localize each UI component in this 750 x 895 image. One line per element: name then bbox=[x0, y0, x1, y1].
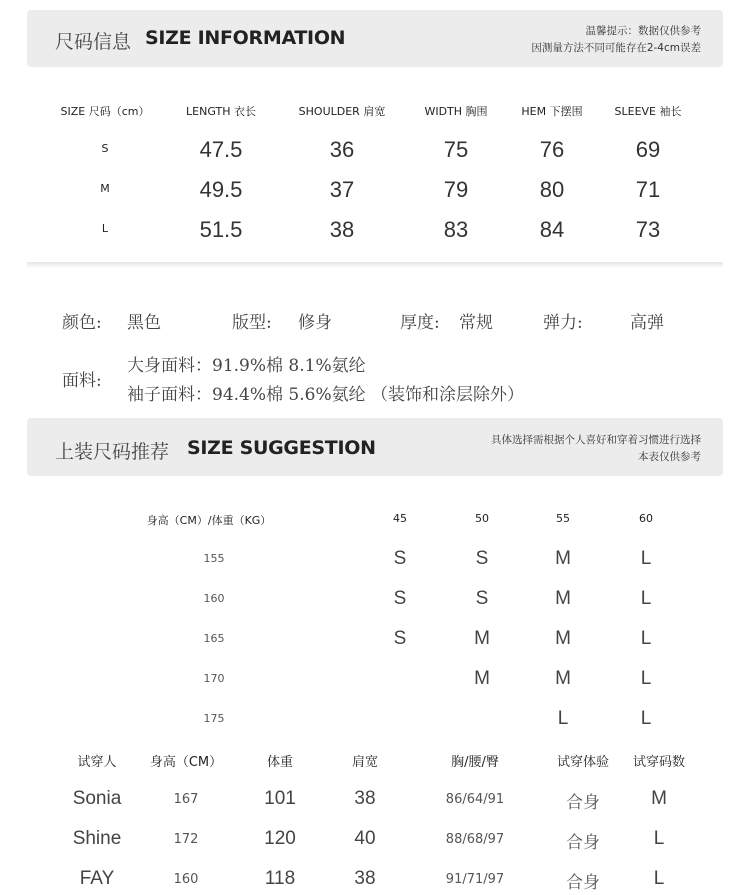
size-info-note bbox=[531, 23, 701, 57]
size-value: 83 bbox=[443, 217, 469, 242]
try-on-cell: L bbox=[653, 868, 665, 889]
size-info-note-line1: 温馨提示：数据仅供参考 bbox=[585, 25, 701, 37]
try-on-cell: M bbox=[651, 788, 667, 809]
try-on-cell: 118 bbox=[264, 868, 296, 889]
size-info-title-cn: 尺码信息 bbox=[55, 31, 132, 53]
width-header: WIDTH 胸围 bbox=[424, 105, 488, 118]
try-on-header: 体重 bbox=[266, 755, 294, 770]
size-suggestion-title-cn: 上装尺码推荐 bbox=[55, 441, 170, 463]
try-on-cell: 38 bbox=[354, 868, 376, 889]
divider bbox=[27, 262, 723, 268]
size-info-title-en: SIZE INFORMATION bbox=[145, 27, 346, 49]
weight-header: 60 bbox=[639, 512, 653, 525]
fit-label: 版型: bbox=[232, 313, 272, 333]
size-suggestion-note-line2: 本表仅供参考 bbox=[638, 451, 701, 463]
suggested-size: S bbox=[475, 548, 489, 569]
suggested-size: M bbox=[555, 628, 571, 649]
size-label: L bbox=[101, 222, 109, 235]
size-value: 37 bbox=[329, 177, 355, 202]
size-value: 80 bbox=[539, 177, 565, 202]
try-on-cell: 合身 bbox=[566, 833, 600, 853]
size-value: 49.5 bbox=[199, 177, 243, 202]
corner-label: 身高（CM）/体重（KG） bbox=[146, 514, 272, 527]
fabric-line2: 袖子面料：94.4%棉 5.6%氨纶 （装饰和涂层除外） bbox=[127, 385, 525, 405]
weight-header: 50 bbox=[475, 512, 489, 525]
size-suggestion-title-en: SIZE SUGGESTION bbox=[187, 437, 376, 459]
thickness-value: 常规 bbox=[459, 313, 493, 333]
suggested-size: L bbox=[640, 628, 652, 649]
stretch-value: 高弹 bbox=[630, 313, 664, 333]
try-on-cell: Shine bbox=[72, 828, 122, 849]
fit-value: 修身 bbox=[298, 313, 332, 333]
try-on-cell: 91/71/97 bbox=[445, 872, 505, 887]
weight-header: 55 bbox=[556, 512, 570, 525]
size-value: 51.5 bbox=[199, 217, 243, 242]
height-label: 160 bbox=[203, 592, 225, 605]
size-label: S bbox=[101, 142, 109, 155]
try-on-header: 试穿体验 bbox=[556, 755, 610, 770]
size-value: 79 bbox=[443, 177, 469, 202]
size-label: M bbox=[100, 182, 110, 195]
thickness-label: 厚度: bbox=[400, 313, 440, 333]
suggested-size: M bbox=[555, 668, 571, 689]
height-label: 170 bbox=[203, 672, 225, 685]
try-on-cell: 88/68/97 bbox=[445, 832, 505, 847]
weight-header: 45 bbox=[393, 512, 407, 525]
height-label: 155 bbox=[203, 552, 225, 565]
try-on-cell: 160 bbox=[173, 872, 199, 887]
try-on-cell: FAY bbox=[79, 868, 115, 889]
try-on-header: 试穿人 bbox=[77, 755, 117, 770]
suggested-size: L bbox=[640, 708, 652, 729]
suggested-size: M bbox=[555, 588, 571, 609]
size-header: SIZE 尺码（cm） bbox=[60, 105, 150, 118]
try-on-cell: 38 bbox=[354, 788, 376, 809]
size-value: 84 bbox=[539, 217, 565, 242]
size-suggestion-header bbox=[27, 418, 723, 476]
suggested-size: S bbox=[393, 628, 407, 649]
suggested-size: S bbox=[393, 548, 407, 569]
size-suggestion-note-line1: 具体选择需根据个人喜好和穿着习惯进行选择 bbox=[491, 434, 701, 446]
size-value: 71 bbox=[635, 177, 661, 202]
fabric-label: 面料: bbox=[62, 371, 102, 391]
suggested-size: L bbox=[557, 708, 569, 729]
size-value: 69 bbox=[635, 137, 661, 162]
size-value: 36 bbox=[329, 137, 355, 162]
size-value: 75 bbox=[443, 137, 469, 162]
height-label: 165 bbox=[203, 632, 225, 645]
suggested-size: L bbox=[640, 588, 652, 609]
try-on-header: 试穿码数 bbox=[632, 755, 686, 770]
suggested-size: L bbox=[640, 548, 652, 569]
try-on-cell: 101 bbox=[264, 788, 296, 809]
height-label: 175 bbox=[203, 712, 225, 725]
try-on-cell: L bbox=[653, 828, 665, 849]
try-on-cell: 40 bbox=[354, 828, 376, 849]
try-on-cell: 合身 bbox=[566, 793, 600, 813]
suggested-size: S bbox=[475, 588, 489, 609]
size-value: 38 bbox=[329, 217, 355, 242]
stretch-label: 弹力: bbox=[543, 313, 583, 333]
try-on-cell: 120 bbox=[264, 828, 296, 849]
try-on-header: 胸/腰/臀 bbox=[451, 755, 499, 770]
fabric-line1: 大身面料：91.9%棉 8.1%氨纶 bbox=[127, 356, 366, 376]
try-on-cell: 172 bbox=[173, 832, 199, 847]
suggested-size: L bbox=[640, 668, 652, 689]
size-value: 76 bbox=[539, 137, 565, 162]
suggested-size: S bbox=[393, 588, 407, 609]
size-suggestion-note bbox=[491, 432, 701, 466]
try-on-cell: Sonia bbox=[72, 788, 122, 809]
color-label: 颜色: bbox=[62, 313, 102, 333]
sleeve-header: SLEEVE 袖长 bbox=[614, 105, 682, 118]
size-value: 73 bbox=[635, 217, 661, 242]
suggested-size: M bbox=[474, 628, 490, 649]
suggested-size: M bbox=[474, 668, 490, 689]
try-on-cell: 167 bbox=[173, 792, 199, 807]
shoulder-header: SHOULDER 肩宽 bbox=[298, 105, 386, 118]
try-on-cell: 合身 bbox=[566, 873, 600, 893]
size-value: 47.5 bbox=[199, 137, 243, 162]
size-info-note-line2: 因测量方法不同可能存在2-4cm误差 bbox=[531, 42, 701, 54]
try-on-header: 肩宽 bbox=[351, 755, 379, 770]
hem-header: HEM 下摆围 bbox=[521, 105, 583, 118]
length-header: LENGTH 衣长 bbox=[186, 105, 256, 118]
suggested-size: M bbox=[555, 548, 571, 569]
try-on-header: 身高（CM） bbox=[149, 755, 223, 770]
size-info-header bbox=[27, 10, 723, 67]
color-value: 黑色 bbox=[127, 313, 161, 333]
try-on-cell: 86/64/91 bbox=[445, 792, 505, 807]
